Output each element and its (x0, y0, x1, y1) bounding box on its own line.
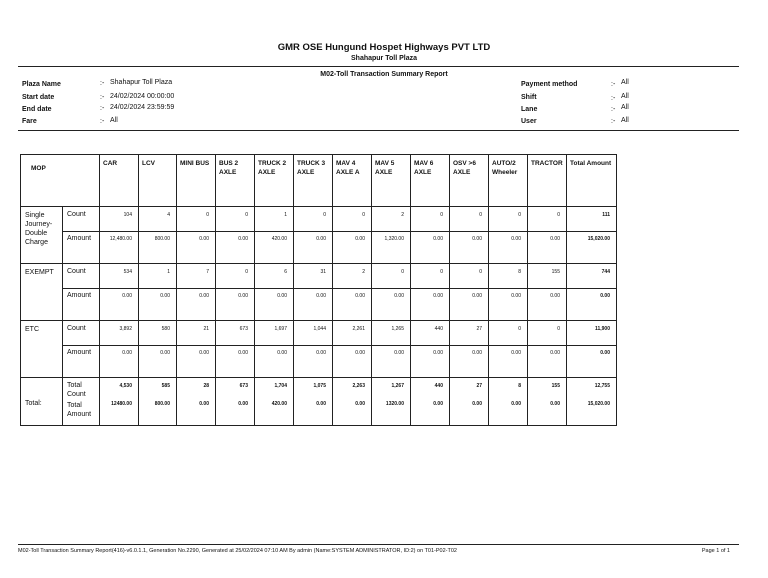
total-amount-cell: 0.00 (177, 400, 216, 426)
amount-cell: 0.00 (372, 289, 411, 321)
amount-cell: 0.00 (100, 289, 139, 321)
amount-cell: 0.00 (528, 289, 567, 321)
count-cell: 21 (177, 321, 216, 346)
count-cell: 1,044 (294, 321, 333, 346)
filter-payment-method-value: All (621, 79, 629, 86)
count-cell: 0 (489, 321, 528, 346)
count-cell: 0 (489, 207, 528, 232)
count-cell: 8 (489, 264, 528, 289)
amount-cell: 0.00 (528, 232, 567, 264)
table-header-row (21, 155, 617, 207)
total-amount-cell: 0.00 (450, 400, 489, 426)
header-total-amount: Total Amount (567, 155, 617, 207)
filter-payment-method-sep: :- (611, 81, 616, 88)
amount-total-cell: 0.00 (567, 346, 617, 378)
amount-cell: 0.00 (294, 232, 333, 264)
amount-label: Amount (63, 232, 100, 264)
footer-page-number: Page 1 of 1 (701, 548, 730, 554)
count-label: Count (63, 321, 100, 346)
summary-table (20, 154, 617, 426)
amount-cell: 0.00 (177, 346, 216, 378)
header-mav-6-axle: MAV 6 AXLE (411, 155, 450, 207)
amount-cell: 0.00 (100, 346, 139, 378)
count-cell: 673 (216, 321, 255, 346)
count-cell: 0 (411, 207, 450, 232)
mop-label: EXEMPT (21, 264, 63, 321)
total-amount-cell: 0.00 (489, 400, 528, 426)
filter-fare-sep: :- (100, 118, 105, 125)
filter-user-value: All (621, 117, 629, 124)
amount-cell: 0.00 (333, 289, 372, 321)
plaza-subtitle: Shahapur Toll Plaza (351, 55, 417, 62)
amount-cell: 12,480.00 (100, 232, 139, 264)
amount-cell: 0.00 (489, 346, 528, 378)
count-cell: 440 (411, 321, 450, 346)
amount-cell: 0.00 (139, 346, 177, 378)
count-cell: 1,265 (372, 321, 411, 346)
total-count-total-cell: 12,755 (567, 378, 617, 400)
header-bus-2-axle: BUS 2 AXLE (216, 155, 255, 207)
amount-cell: 0.00 (411, 289, 450, 321)
count-cell: 1 (139, 264, 177, 289)
header-mop: MOP (21, 155, 100, 207)
total-label: Total: (21, 378, 63, 426)
total-count-cell: 8 (489, 378, 528, 400)
table-row (21, 289, 617, 321)
total-amount-row (21, 400, 617, 426)
total-amount-cell: 800.00 (139, 400, 177, 426)
filter-lane-value: All (621, 104, 629, 111)
header-mav-5-axle: MAV 5 AXLE (372, 155, 411, 207)
total-count-cell: 1,075 (294, 378, 333, 400)
total-amount-cell: 420.00 (255, 400, 294, 426)
amount-cell: 800.00 (139, 232, 177, 264)
count-cell: 0 (177, 207, 216, 232)
divider-top (18, 66, 739, 67)
filter-end-date-value: 24/02/2024 23:59:59 (110, 104, 175, 111)
total-count-cell: 440 (411, 378, 450, 400)
count-cell: 7 (177, 264, 216, 289)
header-lcv: LCV (139, 155, 177, 207)
mop-label: Single Journey-Double Charge (21, 207, 63, 264)
header-car: CAR (100, 155, 139, 207)
filter-user-sep: :- (611, 118, 616, 125)
count-total-cell: 111 (567, 207, 617, 232)
count-total-cell: 11,900 (567, 321, 617, 346)
amount-cell: 0.00 (294, 289, 333, 321)
amount-cell: 0.00 (216, 346, 255, 378)
table-row (21, 321, 617, 346)
count-total-cell: 744 (567, 264, 617, 289)
count-cell: 0 (411, 264, 450, 289)
filter-lane-sep: :- (611, 106, 616, 113)
count-cell: 0 (450, 207, 489, 232)
total-amount-cell: 0.00 (216, 400, 255, 426)
filter-payment-method-label: Payment method (521, 81, 578, 88)
count-cell: 0 (450, 264, 489, 289)
header-mav-4-axle: MAV 4 AXLE A (333, 155, 372, 207)
total-count-label: Total Count (63, 378, 100, 400)
count-cell: 534 (100, 264, 139, 289)
header-truck-3-axle: TRUCK 3 AXLE (294, 155, 333, 207)
count-cell: 3,892 (100, 321, 139, 346)
amount-cell: 0.00 (528, 346, 567, 378)
count-cell: 0 (528, 207, 567, 232)
total-count-cell: 1,267 (372, 378, 411, 400)
count-cell: 0 (216, 264, 255, 289)
count-cell: 0 (333, 207, 372, 232)
amount-cell: 0.00 (489, 289, 528, 321)
amount-cell: 0.00 (177, 289, 216, 321)
amount-cell: 0.00 (411, 232, 450, 264)
filter-start-date-label: Start date (22, 94, 55, 101)
total-count-cell: 673 (216, 378, 255, 400)
table-row (21, 207, 617, 232)
total-count-cell: 28 (177, 378, 216, 400)
amount-cell: 0.00 (177, 232, 216, 264)
count-cell: 104 (100, 207, 139, 232)
header-tractor: TRACTOR (528, 155, 567, 207)
total-count-cell: 1,704 (255, 378, 294, 400)
table-row (21, 232, 617, 264)
amount-cell: 0.00 (216, 232, 255, 264)
amount-cell: 420.00 (255, 232, 294, 264)
count-cell: 4 (139, 207, 177, 232)
filter-end-date-sep: :- (100, 105, 105, 112)
filter-plaza-name-sep: :- (100, 80, 105, 87)
count-cell: 6 (255, 264, 294, 289)
total-amount-cell: 12480.00 (100, 400, 139, 426)
report-title: M02-Toll Transaction Summary Report (320, 71, 448, 78)
count-cell: 0 (294, 207, 333, 232)
amount-cell: 0.00 (255, 346, 294, 378)
total-count-cell: 2,263 (333, 378, 372, 400)
total-amount-cell: 0.00 (528, 400, 567, 426)
amount-cell: 0.00 (489, 232, 528, 264)
amount-cell: 0.00 (216, 289, 255, 321)
amount-cell: 0.00 (255, 289, 294, 321)
count-label: Count (63, 207, 100, 232)
count-cell: 0 (528, 321, 567, 346)
header-mini-bus: MINI BUS (177, 155, 216, 207)
count-cell: 2 (333, 264, 372, 289)
amount-cell: 0.00 (333, 346, 372, 378)
filter-plaza-name-label: Plaza Name (22, 81, 61, 88)
count-cell: 155 (528, 264, 567, 289)
count-cell: 2 (372, 207, 411, 232)
table-row (21, 264, 617, 289)
amount-cell: 0.00 (450, 289, 489, 321)
total-amount-cell: 0.00 (294, 400, 333, 426)
filter-user-label: User (521, 118, 537, 125)
count-cell: 27 (450, 321, 489, 346)
amount-total-cell: 15,020.00 (567, 232, 617, 264)
filter-shift-label: Shift (521, 94, 537, 101)
amount-cell: 0.00 (333, 232, 372, 264)
header-osv-6-axle: OSV >6 AXLE (450, 155, 489, 207)
amount-cell: 0.00 (411, 346, 450, 378)
filter-start-date-value: 24/02/2024 00:00:00 (110, 93, 175, 100)
total-count-cell: 27 (450, 378, 489, 400)
amount-cell: 0.00 (450, 232, 489, 264)
count-label: Count (63, 264, 100, 289)
count-cell: 31 (294, 264, 333, 289)
amount-cell: 0.00 (450, 346, 489, 378)
amount-label: Amount (63, 346, 100, 378)
total-amount-cell: 0.00 (333, 400, 372, 426)
total-count-cell: 155 (528, 378, 567, 400)
amount-cell: 0.00 (372, 346, 411, 378)
amount-cell: 0.00 (139, 289, 177, 321)
filter-shift-value: All (621, 93, 629, 100)
filter-fare-label: Fare (22, 118, 37, 125)
mop-label: ETC (21, 321, 63, 378)
divider-footer (18, 544, 739, 545)
total-count-row (21, 378, 617, 400)
filter-plaza-name-value: Shahapur Toll Plaza (110, 79, 173, 86)
total-amount-cell: 1320.00 (372, 400, 411, 426)
divider-filters (18, 130, 739, 131)
count-cell: 0 (216, 207, 255, 232)
count-cell: 1,697 (255, 321, 294, 346)
total-amount-label: Total Amount (63, 400, 100, 426)
count-cell: 1 (255, 207, 294, 232)
filter-end-date-label: End date (22, 106, 52, 113)
amount-total-cell: 0.00 (567, 289, 617, 321)
count-cell: 580 (139, 321, 177, 346)
filter-lane-label: Lane (521, 106, 538, 113)
filter-shift-sep: :- (611, 95, 616, 102)
header-truck-2-axle: TRUCK 2 AXLE (255, 155, 294, 207)
table-row (21, 346, 617, 378)
total-amount-cell: 0.00 (411, 400, 450, 426)
footer-generation-info: M02-Toll Transaction Summary Report(416)-v6.0.1.1, Generation No.2290, Generated at 25/02/2024 07:10 AM By admin (Name:SYSTEM ADMINISTRATOR, ID:2) on T01-P02-T02 (18, 548, 457, 554)
total-count-cell: 585 (139, 378, 177, 400)
header-auto-2-wheeler: AUTO/2 Wheeler (489, 155, 528, 207)
amount-cell: 1,320.00 (372, 232, 411, 264)
total-amount-total-cell: 15,020.00 (567, 400, 617, 426)
filter-start-date-sep: :- (100, 94, 105, 101)
total-count-cell: 4,530 (100, 378, 139, 400)
count-cell: 2,261 (333, 321, 372, 346)
company-name: GMR OSE Hungund Hospet Highways PVT LTD (277, 42, 491, 53)
amount-cell: 0.00 (294, 346, 333, 378)
amount-label: Amount (63, 289, 100, 321)
count-cell: 0 (372, 264, 411, 289)
filter-fare-value: All (110, 117, 118, 124)
